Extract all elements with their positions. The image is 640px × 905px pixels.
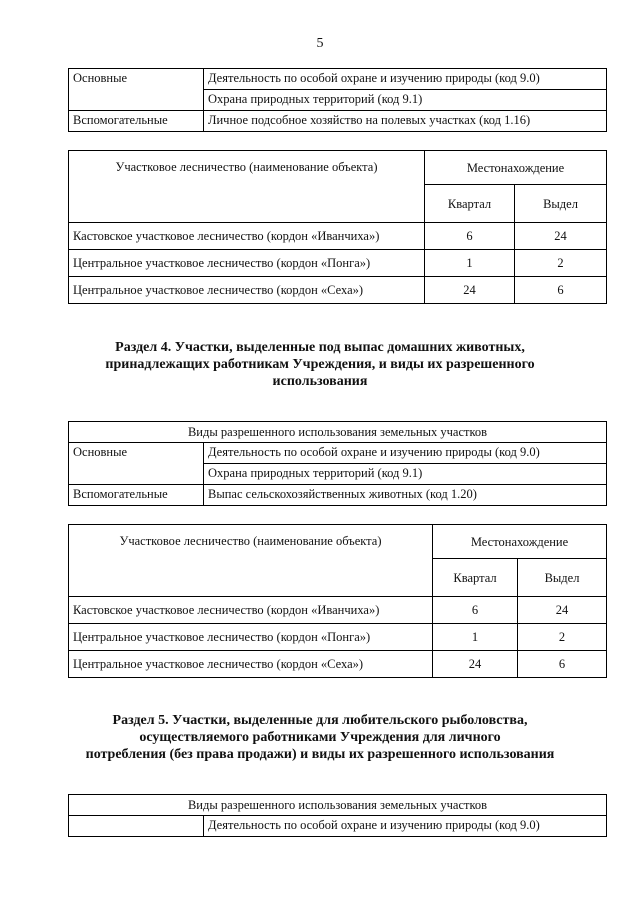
kvartal-cell: 6 (425, 223, 515, 250)
heading-line: осуществляемого работниками Учреждения для личного (139, 730, 501, 745)
use-category-cell: Основные (69, 69, 204, 111)
object-name-cell: Центральное участковое лесничество (кордон «Понга») (69, 624, 433, 651)
kvartal-cell: 6 (433, 597, 518, 624)
vydel-header: Выдел (515, 185, 607, 223)
object-name-cell: Центральное участковое лесничество (кордон «Сеха») (69, 651, 433, 678)
heading-line: потребления (без права продажи) и виды их разрешенного использования (85, 747, 555, 762)
section-5-heading (40, 712, 600, 763)
table-row (69, 277, 607, 304)
kvartal-header: Квартал (433, 559, 518, 597)
vydel-cell: 2 (515, 250, 607, 277)
location-table-1 (68, 150, 607, 304)
object-name-cell: Кастовское участковое лесничество (кордон «Иванчиха») (69, 223, 425, 250)
location-header: Местонахождение (425, 151, 607, 185)
heading-line: Раздел 5. Участки, выделенные для любительского рыболовства, (112, 713, 528, 728)
table-header-row (69, 151, 607, 185)
object-name-cell: Центральное участковое лесничество (кордон «Понга») (69, 250, 425, 277)
vydel-cell: 24 (518, 597, 607, 624)
use-category-cell: Вспомогательные (69, 485, 204, 506)
table-row (69, 651, 607, 678)
object-name-cell: Кастовское участковое лесничество (кордон «Иванчиха») (69, 597, 433, 624)
use-table-2 (68, 421, 607, 506)
use-value-cell: Охрана природных территорий (код 9.1) (204, 464, 607, 485)
use-value-cell: Деятельность по особой охране и изучению природы (код 9.0) (204, 69, 607, 90)
kvartal-cell: 1 (433, 624, 518, 651)
page-number: 5 (316, 36, 324, 51)
table-row (69, 69, 607, 90)
table-header-row (69, 422, 607, 443)
object-header: Участковое лесничество (наименование объекта) (69, 525, 433, 597)
heading-line: Раздел 4. Участки, выделенные под выпас домашних животных, (115, 340, 525, 355)
use-value-cell: Охрана природных территорий (код 9.1) (204, 90, 607, 111)
location-header: Местонахождение (433, 525, 607, 559)
use-table-title: Виды разрешенного использования земельных участков (69, 422, 607, 443)
vydel-cell: 2 (518, 624, 607, 651)
use-value-cell: Личное подсобное хозяйство на полевых участках (код 1.16) (204, 111, 607, 132)
vydel-cell: 6 (518, 651, 607, 678)
use-table-title: Виды разрешенного использования земельных участков (69, 795, 607, 816)
table-row (69, 485, 607, 506)
table-row (69, 816, 607, 837)
kvartal-cell: 24 (433, 651, 518, 678)
section-4-heading (60, 339, 580, 390)
table-row (69, 597, 607, 624)
use-category-cell (69, 816, 204, 837)
heading-line: использования (272, 374, 368, 389)
kvartal-cell: 24 (425, 277, 515, 304)
kvartal-header: Квартал (425, 185, 515, 223)
table-header-row (69, 525, 607, 559)
use-table-3 (68, 794, 607, 837)
table-header-row (69, 795, 607, 816)
table-row (69, 111, 607, 132)
use-category-cell: Вспомогательные (69, 111, 204, 132)
use-value-cell: Выпас сельскохозяйственных животных (код 1.20) (204, 485, 607, 506)
kvartal-cell: 1 (425, 250, 515, 277)
table-row (69, 250, 607, 277)
table-row (69, 443, 607, 464)
object-name-cell: Центральное участковое лесничество (кордон «Сеха») (69, 277, 425, 304)
vydel-cell: 24 (515, 223, 607, 250)
table-row (69, 223, 607, 250)
vydel-header: Выдел (518, 559, 607, 597)
vydel-cell: 6 (515, 277, 607, 304)
use-value-cell: Деятельность по особой охране и изучению природы (код 9.0) (204, 816, 607, 837)
use-table-1 (68, 68, 607, 132)
location-table-2 (68, 524, 607, 678)
use-value-cell: Деятельность по особой охране и изучению природы (код 9.0) (204, 443, 607, 464)
table-row (69, 624, 607, 651)
object-header: Участковое лесничество (наименование объекта) (69, 151, 425, 223)
heading-line: принадлежащих работникам Учреждения, и виды их разрешенного (105, 357, 535, 372)
use-category-cell: Основные (69, 443, 204, 485)
